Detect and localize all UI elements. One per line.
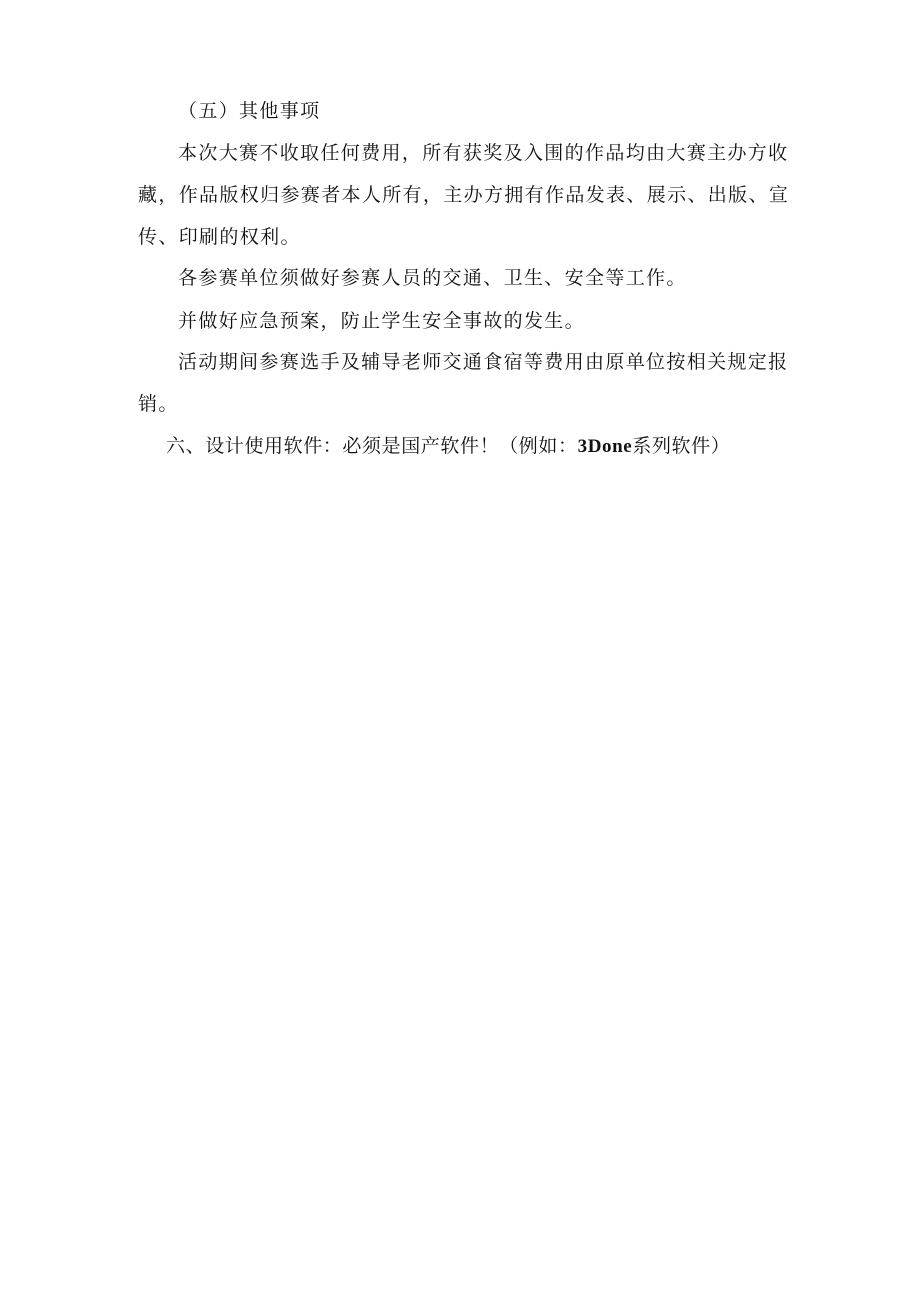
section-6-software-name: 3Done: [577, 436, 633, 457]
paragraph-fees-line-3: 传、印刷的权利。: [138, 226, 301, 248]
paragraph-expenses-line-1: 活动期间参赛选手及辅导老师交通食宿等费用由原单位按相关规定报: [178, 351, 789, 373]
section-6-prefix: 六、设计使用软件：必须是国产软件！（例如：: [166, 435, 578, 457]
paragraph-fees-line-1: 本次大赛不收取任何费用，所有获奖及入围的作品均由大赛主办方收: [178, 142, 789, 164]
section-6-software-requirement: [166, 436, 730, 457]
paragraph-expenses-line-2: 销。: [138, 393, 179, 415]
paragraph-fees-line-2: 藏，作品版权归参赛者本人所有，主办方拥有作品发表、展示、出版、宣: [138, 184, 790, 206]
subheading-other-matters: （五）其他事项: [178, 100, 321, 122]
paragraph-safety-work: 各参赛单位须做好参赛人员的交通、卫生、安全等工作。: [178, 267, 687, 289]
section-6-suffix: 系列软件）: [632, 435, 731, 457]
paragraph-emergency-plan: 并做好应急预案，防止学生安全事故的发生。: [178, 310, 586, 332]
